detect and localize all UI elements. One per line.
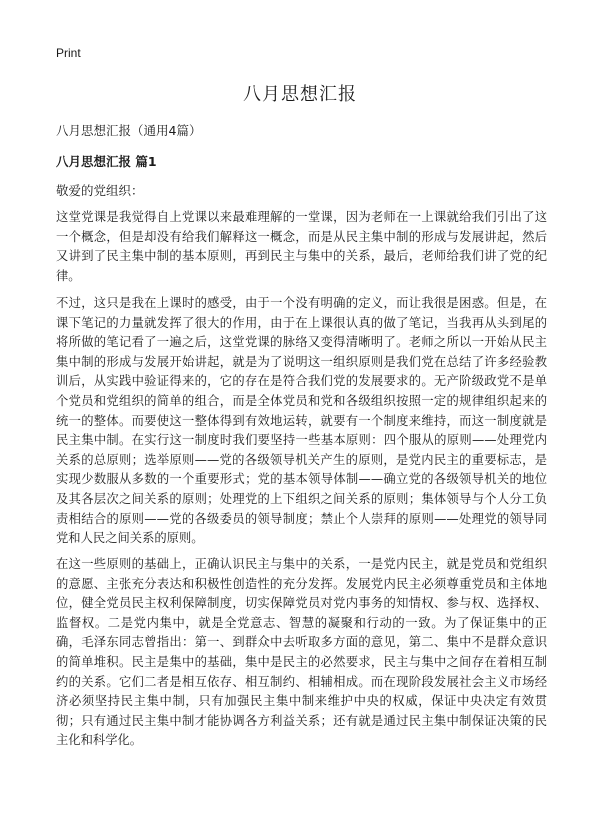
document-subtitle: 八月思想汇报（通用4篇） (56, 123, 202, 138)
greeting: 敬爱的党组织： (56, 183, 144, 198)
paragraph-3: 在这一些原则的基础上，正确认识民主与集中的关系，一是党内民主，就是党员和党组织的意愿、主张充分表达和积极性创造性的充分发挥。发展党内民主必须尊重党员和主体地位，健全党员民主权利保障制度，切实保障党员对党内事务的知情权、参与权、选择权、监督权。二是党内集中，就是全党意志、智慧的凝聚和行动的一致。为了保证集中的正确，毛泽东同志曾指出：第一、到群众中去听取多方面的意见，第二、集中不是群众意识的简单堆积。民主是集中的基础，集中是民主的必然要求，民主与集中之间存在着相互制约的关系。它们二者是相互依存、相互制约、相辅相成。而在现阶段发展社会主义市场经济必须坚持民主集中制，只有加强民主集中制来维护中央的权威，保证中央决定有效贯彻；只有通过民主集中制才能协调各方利益关系；还有就是通过民主集中制保证决策的民主化和科学化。 (56, 557, 547, 748)
section-heading: 八月思想汇报 篇1 (56, 154, 157, 169)
page-title: 八月思想汇报 (243, 84, 357, 105)
paragraph-2: 不过，这只是我在上课时的感受，由于一个没有明确的定义，而让我很是困惑。但是，在课下笔记的力量就发挥了很大的作用，由于在上课很认真的做了笔记，当我再从头到尾的将所做的笔记看了一遍之后，这堂党课的脉络又变得清晰明了。老师之所以一开始从民主集中制的形成与发展开始讲起，就是为了说明这一组织原则是我们党在总结了许多经验教训后，从实践中验证得来的，它的存在是符合我们党的发展要求的。无产阶级政党不是单个党员和党组织的简单的组合，而是全体党员和党和各级组织按照一定的规律组织起来的统一的整体。而要使这一整体得到有效地运转，就要有一个制度来维持，而这一制度就是民主集中制。在实行这一制度时我们要坚持一些基本原则：四个服从的原则——处理党内关系的总原则；选举原则——党的各级领导机关产生的原则，是党内民主的重要标志，是实现少数服从多数的一个重要形式；党的基本领导体制——确立党的各级领导机关的地位及其各层次之间关系的原则；处理党的上下组织之间关系的原则；集体领导与个人分工负责相结合的原则——党的各级委员的领导制度；禁止个人崇拜的原则——处理党的领导同党和人民之间关系的原则。 (56, 296, 547, 546)
print-link[interactable]: Print (56, 46, 81, 60)
paragraph-1: 这堂党课是我觉得自上党课以来最难理解的一堂课，因为老师在一上课就给我们引出了这一个概念，但是却没有给我们解释这一概念，而是从民主集中制的形成与发展讲起，然后又讲到了民主集中制的基本原则，再到民主与集中的关系，最后，老师给我们讲了党的纪律。 (56, 210, 547, 283)
